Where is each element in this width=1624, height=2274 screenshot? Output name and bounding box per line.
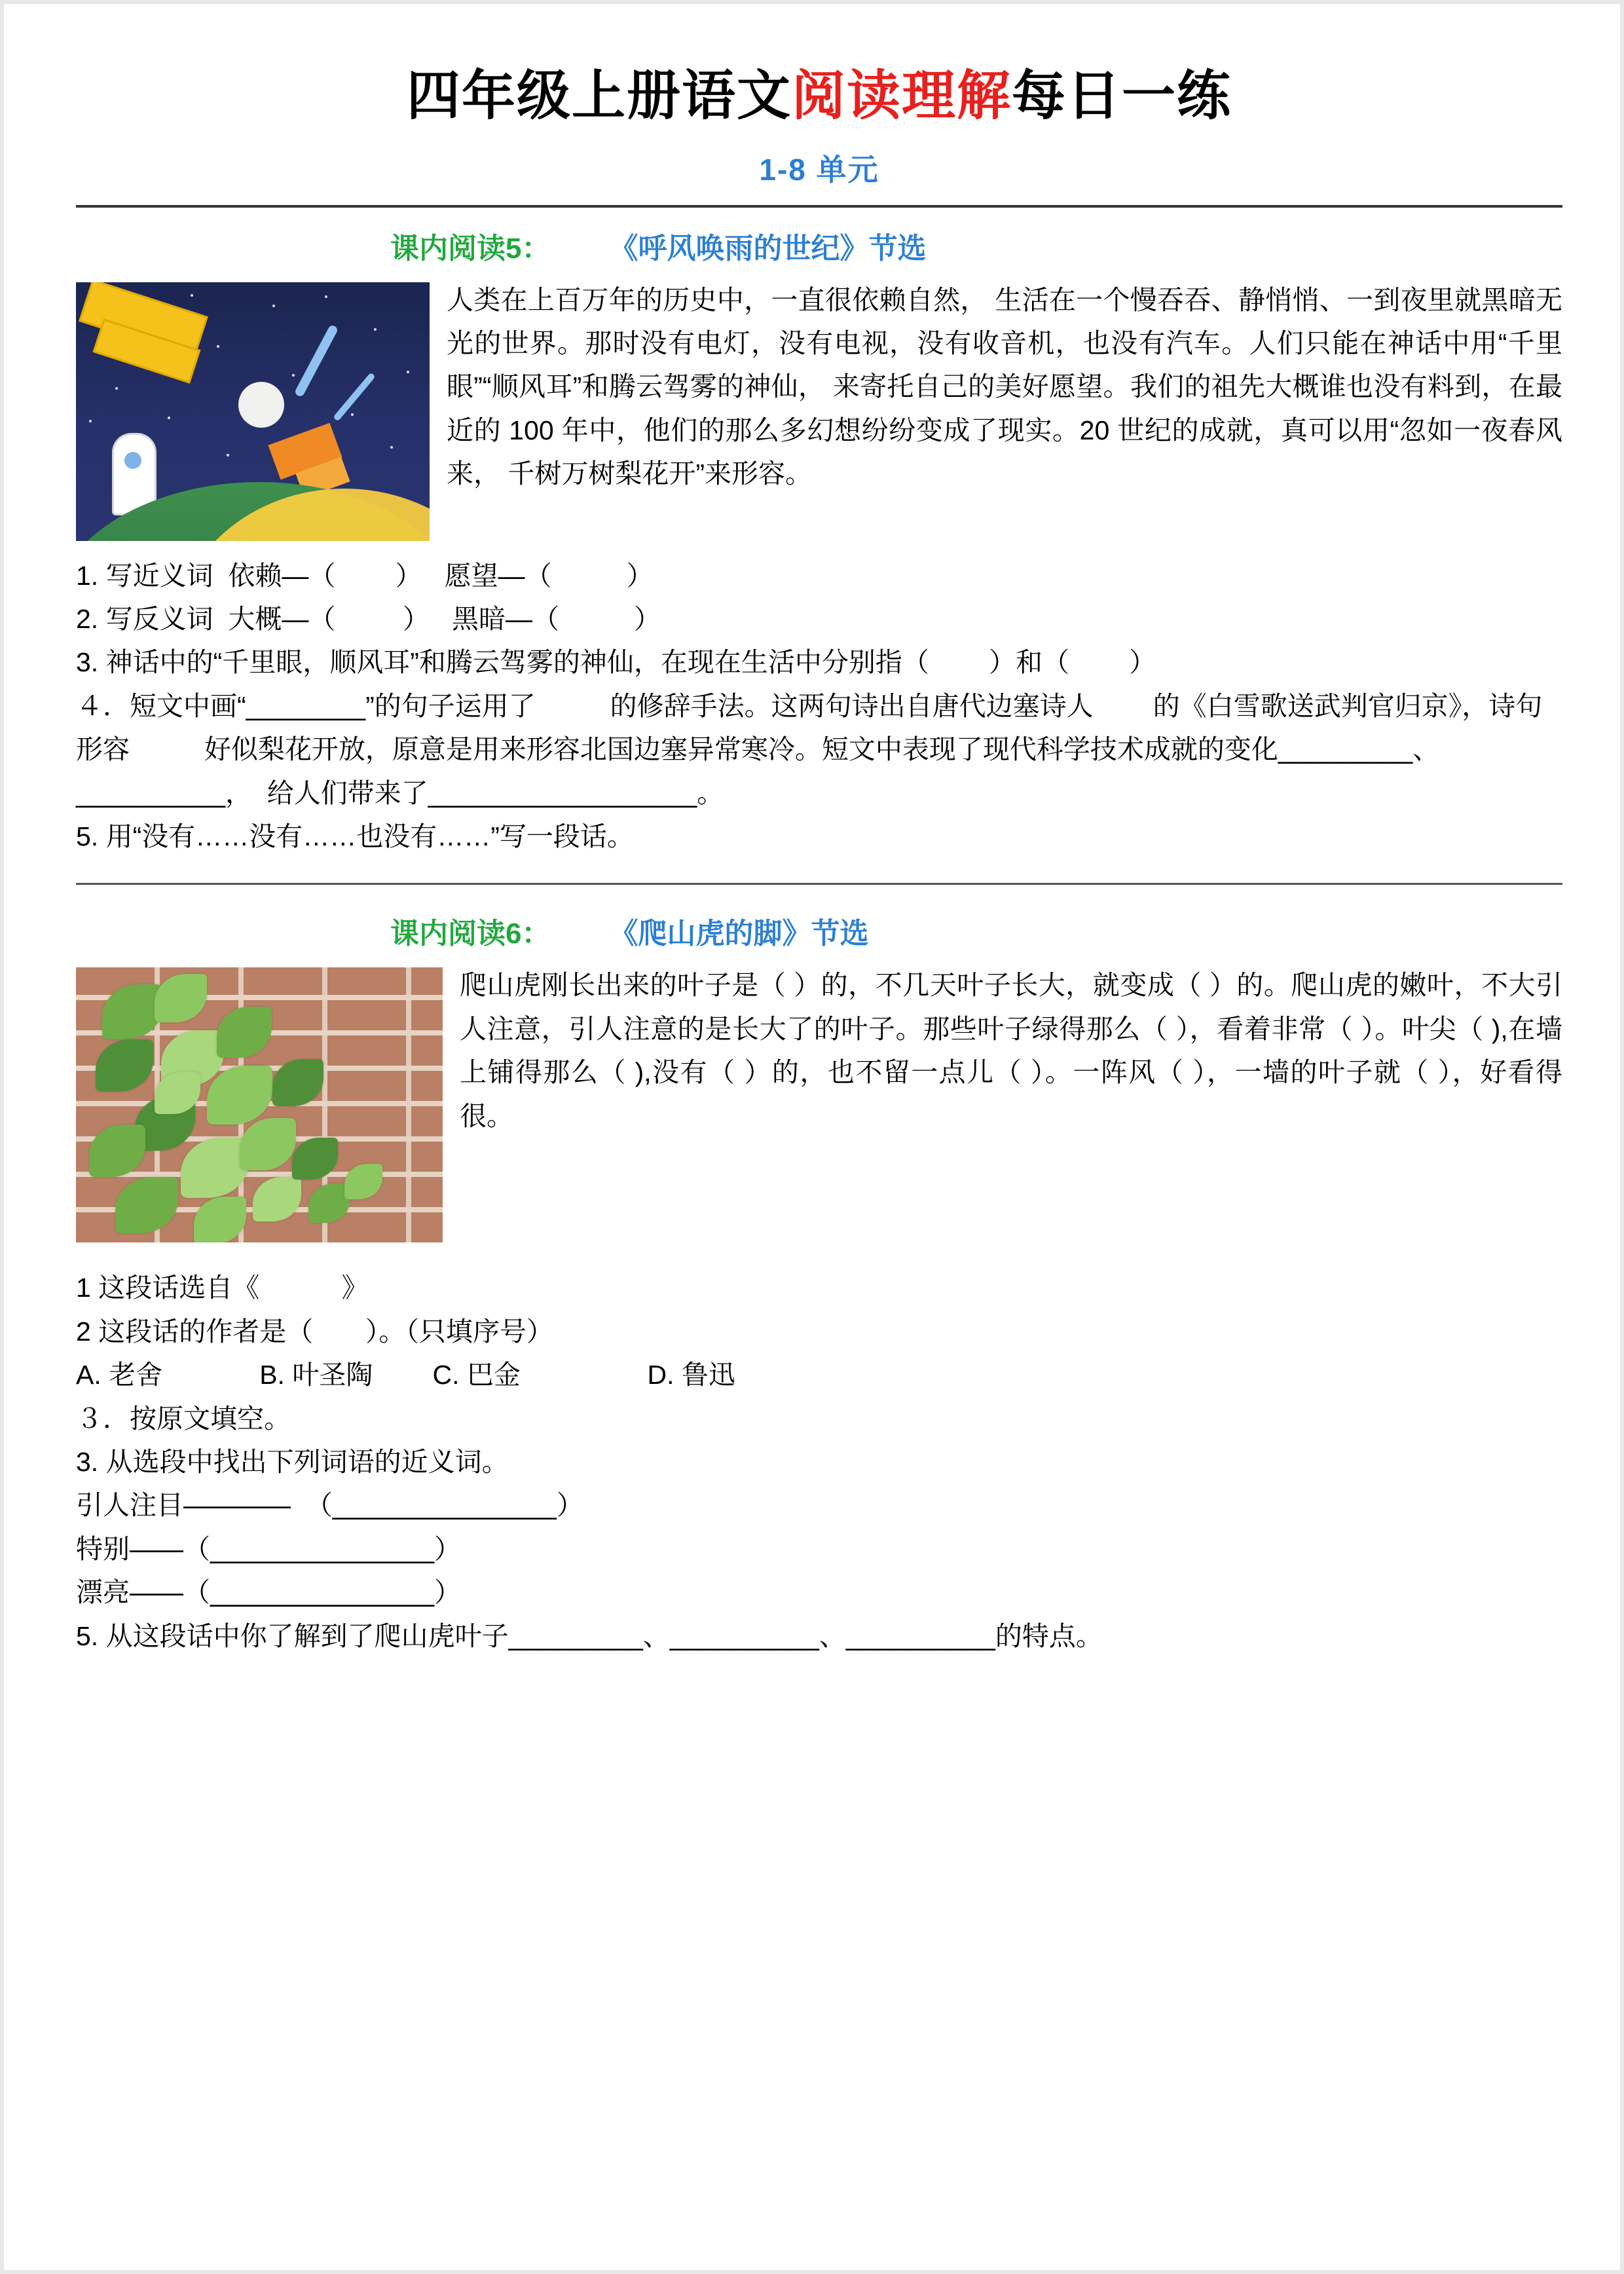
header-divider	[76, 205, 1562, 208]
page-title	[76, 63, 1562, 130]
section-6-synonym-3: 漂亮——（_______________）	[76, 1577, 462, 1608]
section-5-question-4: ４．短文中画“________”的句子运用了 的修辞手法。这两句诗出自唐代边塞诗人 的《白雪歌送武判官归京》，诗句形容 好似梨花开放，原意是用来形容北国边塞异常寒冷。短文中表现了现代科学技术成就的变化_________、__________， 给人们带来了__________________。	[76, 690, 1543, 808]
ivy-wall-photo	[76, 967, 443, 1242]
section-5-question-5: 5. 用“没有……没有……也没有……”写一段话。	[76, 821, 634, 851]
section-6-book-title: 《爬山虎的脚》节选	[609, 918, 869, 950]
section-6-question-1: 1 这段话选自《 》	[76, 1273, 369, 1303]
section-6-question-3: ３．按原文填空。	[76, 1403, 291, 1434]
section-5-label: 课内阅读5：	[390, 232, 551, 265]
section-6-options: A. 老舍 B. 叶圣陶 C. 巴金 D. 鲁迅	[76, 1360, 735, 1390]
section-reading-6	[76, 910, 1562, 1658]
section-5-book-title: 《呼风唤雨的世纪》节选	[609, 232, 927, 265]
section-5-heading	[76, 225, 1562, 267]
section-6-heading	[76, 910, 1562, 952]
section-6-passage: 爬山虎刚长出来的叶子是（ ）的，不几天叶子长大，就变成（ ）的。爬山虎的嫩叶，不大引人注意，引人注意的是长大了的叶子。那些叶子绿得那么（ ），看着非常（ ）。叶尖（ ),在墙上铺得那么（ ),没有（ ）的，也不留一点儿（ ）。一阵风（ ），一墙的叶子就（ ），好看得很。	[460, 970, 1562, 1131]
space-illustration	[76, 282, 430, 541]
title-highlight: 阅读理解	[791, 66, 1012, 126]
section-divider	[76, 883, 1562, 885]
section-6-synonym-1: 引人注目———— （_______________）	[76, 1490, 583, 1521]
section-6-synonym-2: 特别——（_______________）	[76, 1533, 462, 1564]
section-6-question-4: 3. 从选段中找出下列词语的近义词。	[76, 1446, 509, 1477]
section-5-question-2: 2. 写反义词 大概—（ ） 黑暗—（ ）	[76, 603, 661, 634]
title-part-2: 每日一练	[1012, 66, 1232, 126]
title-part-1: 四年级上册语文	[406, 66, 792, 126]
section-5-question-3: 3. 神话中的“千里眼，顺风耳”和腾云驾雾的神仙，在现在生活中分别指（ ）和（ ）	[76, 647, 1156, 678]
section-6-label: 课内阅读6：	[390, 918, 551, 950]
section-6-question-5: 5. 从这段话中你了解到了爬山虎叶子_________、__________、__________的特点。	[76, 1620, 1103, 1651]
page-subtitle: 1-8 单元	[759, 152, 879, 187]
section-6-question-2: 2 这段话的作者是（ ）。（只填序号）	[76, 1316, 553, 1347]
section-reading-5	[76, 225, 1562, 859]
section-5-question-1: 1. 写近义词 依赖—（ ） 愿望—（ ）	[76, 560, 654, 591]
section-5-passage: 人类在上百万年的历史中，一直很依赖自然， 生活在一个慢吞吞、静悄悄、一到夜里就黑暗无光的世界。那时没有电灯，没有电视，没有收音机，也没有汽车。人们只能在神话中用“千里眼”“顺风耳”和腾云驾雾的神仙， 来寄托自己的美好愿望。我们的祖先大概谁也没有料到，在最近的 100 年中，他们的那么多幻想纷纷变成了现实。20 世纪的成就，真可以用“忽如一夜春风来， 千树万树梨花开”来形容。	[447, 284, 1562, 489]
